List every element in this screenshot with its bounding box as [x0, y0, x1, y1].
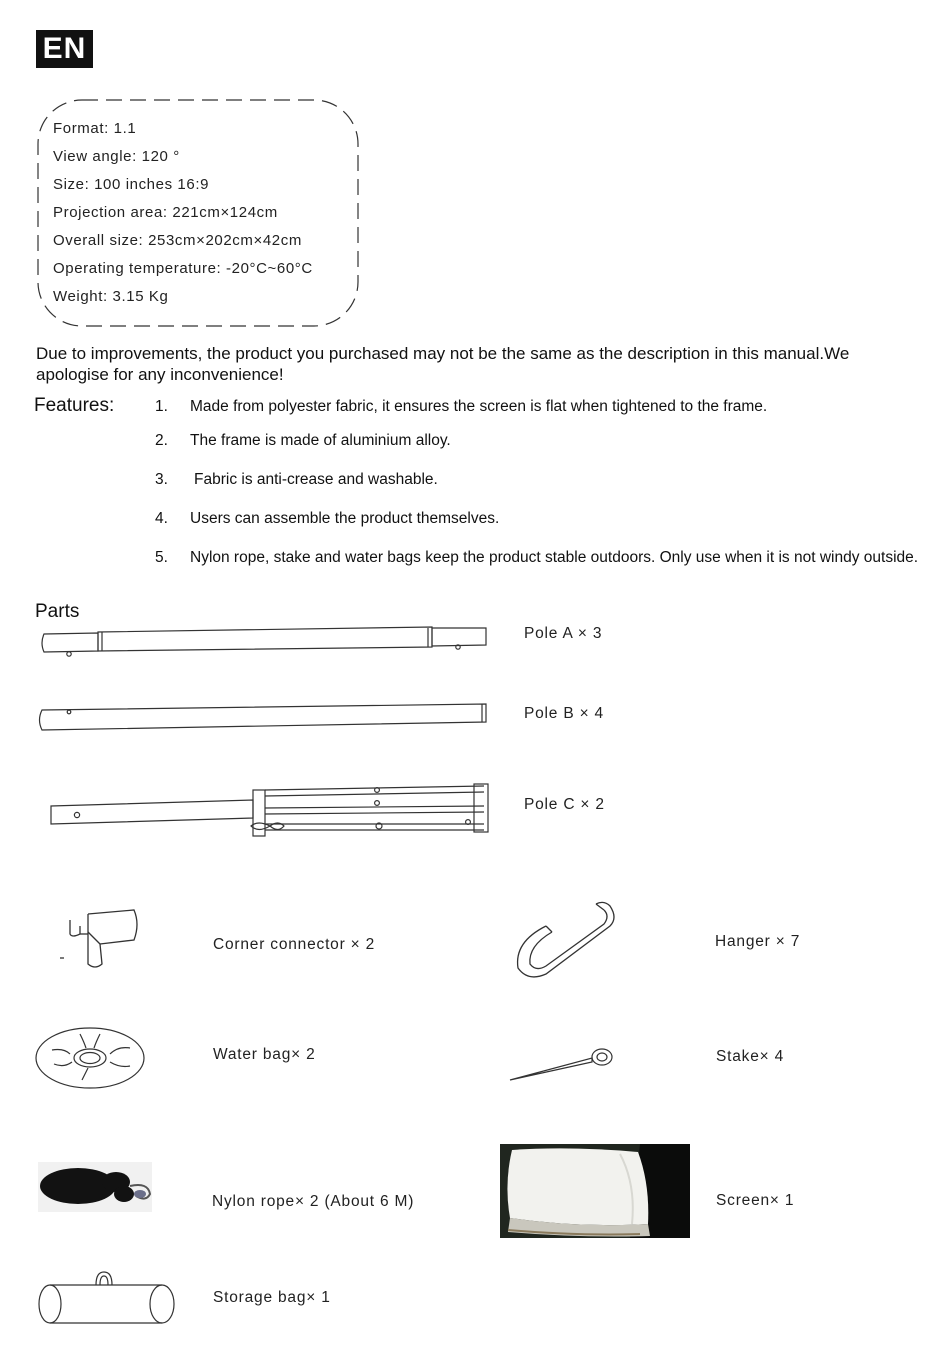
- screen-label: Screen× 1: [716, 1192, 795, 1209]
- improvement-notice: Due to improvements, the product you purchased may not be the same as the description in this manual.We apologise for any inconvenience!: [36, 344, 850, 384]
- spec-weight: Weight: 3.15 Kg: [53, 288, 169, 305]
- pole-a-label: Pole A × 3: [524, 625, 603, 642]
- feature-number: 4.: [155, 510, 168, 527]
- water-bag-label: Water bag× 2: [213, 1046, 316, 1063]
- stake-illustration: [508, 1044, 614, 1084]
- screen-photo: [500, 1144, 690, 1238]
- spec-size: Size: 100 inches 16:9: [53, 176, 210, 193]
- feature-number: 1.: [155, 398, 168, 415]
- pole-b-label: Pole B × 4: [524, 705, 604, 722]
- pole-c-label: Pole C × 2: [524, 796, 605, 813]
- parts-heading: Parts: [35, 601, 80, 622]
- hanger-label: Hanger × 7: [715, 933, 801, 950]
- storage-bag-label: Storage bag× 1: [213, 1289, 331, 1306]
- corner-connector-label: Corner connector × 2: [213, 936, 376, 953]
- hanger-illustration: [506, 896, 622, 984]
- storage-bag-illustration: [36, 1270, 178, 1326]
- spec-operating-temperature: Operating temperature: -20°C~60°C: [53, 260, 313, 277]
- nylon-rope-label: Nylon rope× 2 (About 6 M): [212, 1193, 415, 1210]
- pole-a-illustration: [36, 622, 492, 658]
- feature-text: Made from polyester fabric, it ensures the screen is flat when tightened to the frame.: [190, 398, 768, 415]
- corner-connector-illustration: [58, 906, 144, 974]
- pole-c-illustration: [48, 778, 494, 842]
- spec-view-angle: View angle: 120 °: [53, 148, 180, 165]
- feature-number: 2.: [155, 432, 168, 449]
- feature-text: The frame is made of aluminium alloy.: [190, 432, 451, 449]
- features-heading: Features:: [34, 395, 115, 416]
- pole-b-illustration: [36, 700, 492, 734]
- feature-number: 3.: [155, 471, 168, 488]
- feature-text: Fabric is anti-crease and washable.: [194, 471, 438, 488]
- nylon-rope-illustration: [38, 1162, 152, 1212]
- stake-label: Stake× 4: [716, 1048, 785, 1065]
- spec-overall-size: Overall size: 253cm×202cm×42cm: [53, 232, 302, 249]
- spec-projection-area: Projection area: 221cm×124cm: [53, 204, 278, 221]
- water-bag-illustration: [34, 1022, 148, 1092]
- specifications-box: [36, 98, 360, 328]
- feature-text: Nylon rope, stake and water bags keep the product stable outdoors. Only use when it is not windy outside.: [190, 549, 919, 566]
- spec-format: Format: 1.1: [53, 120, 137, 137]
- language-badge: EN: [36, 30, 93, 68]
- feature-text: Users can assemble the product themselves.: [190, 510, 500, 527]
- feature-number: 5.: [155, 549, 168, 566]
